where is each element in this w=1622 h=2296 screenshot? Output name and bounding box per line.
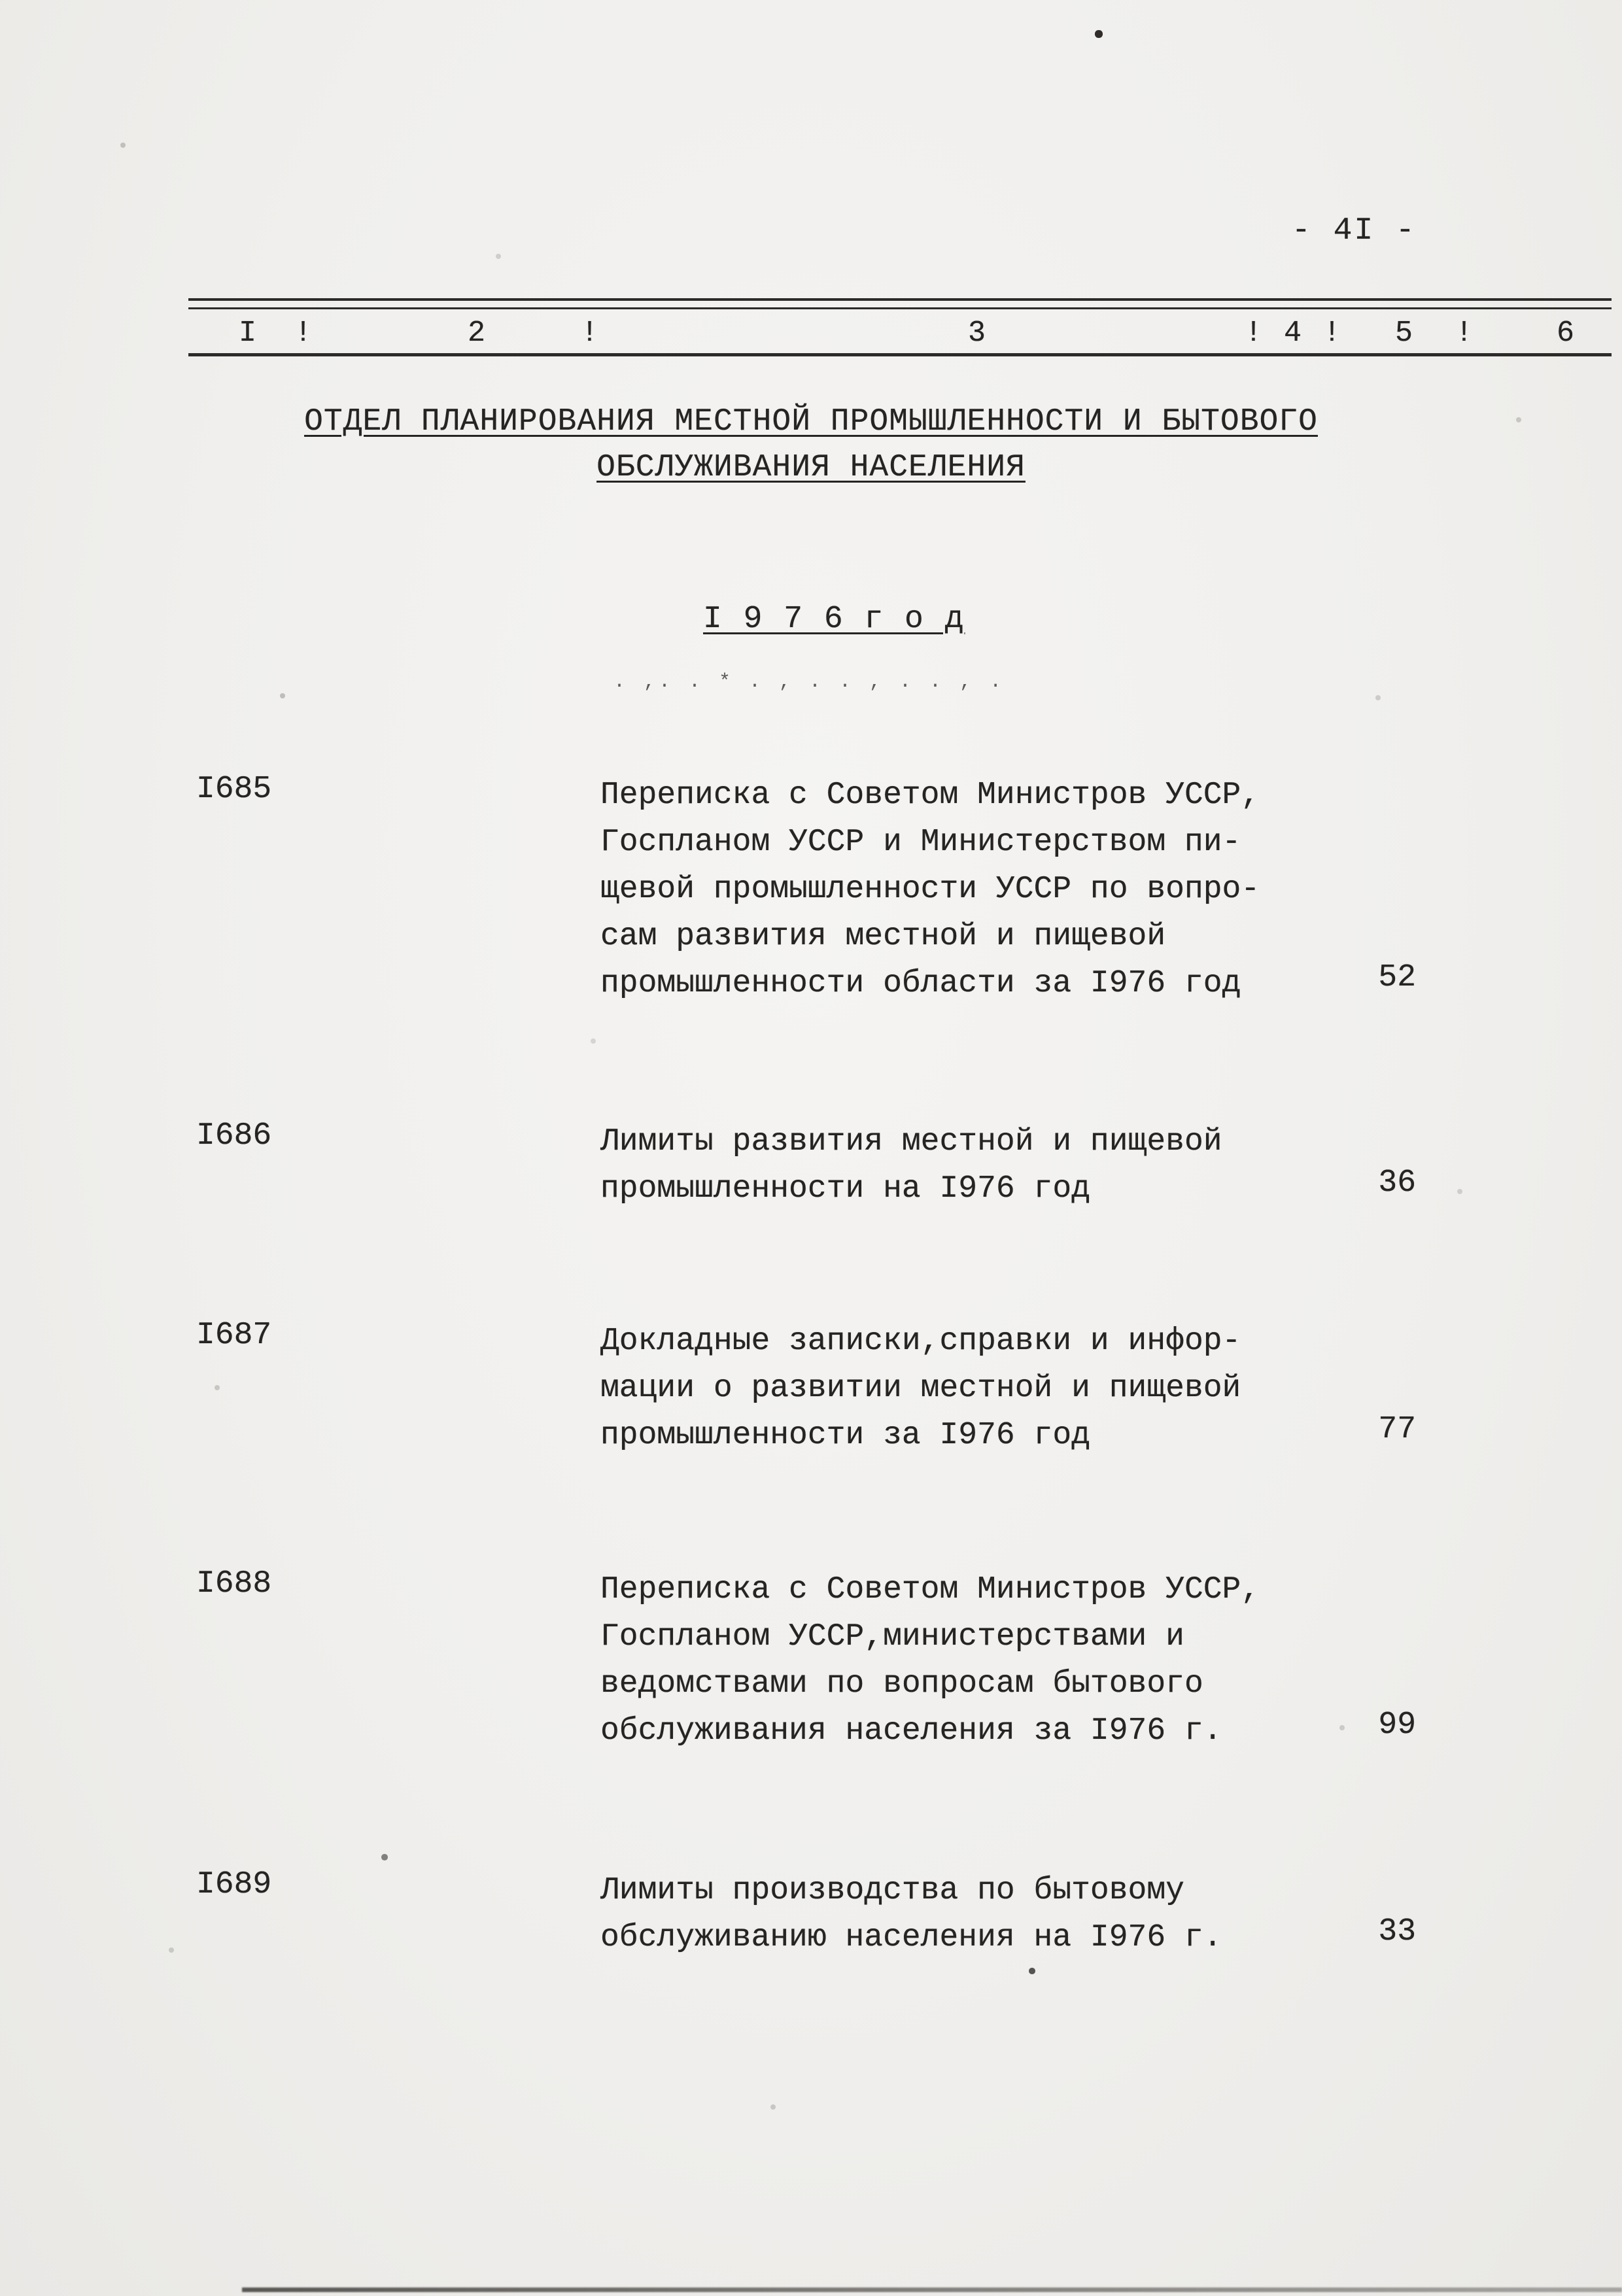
entry-number: I686 <box>196 1118 272 1154</box>
entry-number: I685 <box>196 772 272 807</box>
entry-number: I687 <box>196 1318 272 1353</box>
column-separator: ! <box>1245 317 1263 350</box>
table-header-bottom-rule <box>188 353 1612 356</box>
entry-page-count: 52 <box>1378 960 1416 995</box>
column-number-4: 4 <box>1284 317 1302 350</box>
column-separator: ! <box>581 317 599 350</box>
column-number-2: 2 <box>468 317 486 350</box>
scan-edge-smudge <box>242 2287 1622 2292</box>
entry-description: Лимиты развития местной и пищевой промышленности на I976 год <box>600 1124 1222 1207</box>
year-heading: I 9 7 6 г о д <box>703 602 965 637</box>
entry-number: I689 <box>196 1867 272 1902</box>
section-title-line-2: ОБСЛУЖИВАНИЯ НАСЕЛЕНИЯ <box>596 450 1026 485</box>
column-number-5: 5 <box>1395 317 1413 350</box>
page-number: - 4I - <box>1292 213 1417 248</box>
entry-description: Лимиты производства по бытовому обслуживанию населения на I976 г. <box>600 1873 1222 1955</box>
entry-description: Докладные записки,справки и инфор- мации о развитии местной и пищевой промышленности за I976 год <box>600 1324 1241 1453</box>
table-header-top-rule <box>188 298 1612 301</box>
entry-description: Переписка с Советом Министров УССР, Госпланом УССР,министерствами и ведомствами по вопросам бытового обслуживания населения за I976 г. <box>600 1572 1260 1749</box>
entry-page-count: 77 <box>1378 1412 1416 1447</box>
scan-noise-specks <box>0 0 3 3</box>
entry-page-count: 33 <box>1378 1914 1416 1949</box>
entry-page-count: 99 <box>1378 1707 1416 1743</box>
column-separator: ! <box>1323 317 1341 350</box>
entry-number: I688 <box>196 1566 272 1602</box>
column-separator: ! <box>294 317 313 350</box>
dotted-separator: . ,. . * . , . . , . . , . <box>613 671 1005 693</box>
column-number-3: 3 <box>968 317 986 350</box>
entry-page-count: 36 <box>1378 1165 1416 1201</box>
column-number-6: 6 <box>1557 317 1575 350</box>
column-number-1: I <box>239 317 257 350</box>
column-separator: ! <box>1455 317 1474 350</box>
entry-description: Переписка с Советом Министров УССР, Госпланом УССР и Министерством пи- щевой промышленности УССР по вопро- сам развития местной и пищевой промышленности области за I976 год <box>600 778 1260 1001</box>
section-title-line-1: ОТДЕЛ ПЛАНИРОВАНИЯ МЕСТНОЙ ПРОМЫШЛЕННОСТИ И БЫТОВОГО <box>304 404 1318 439</box>
table-header-top-rule-2 <box>188 307 1612 309</box>
